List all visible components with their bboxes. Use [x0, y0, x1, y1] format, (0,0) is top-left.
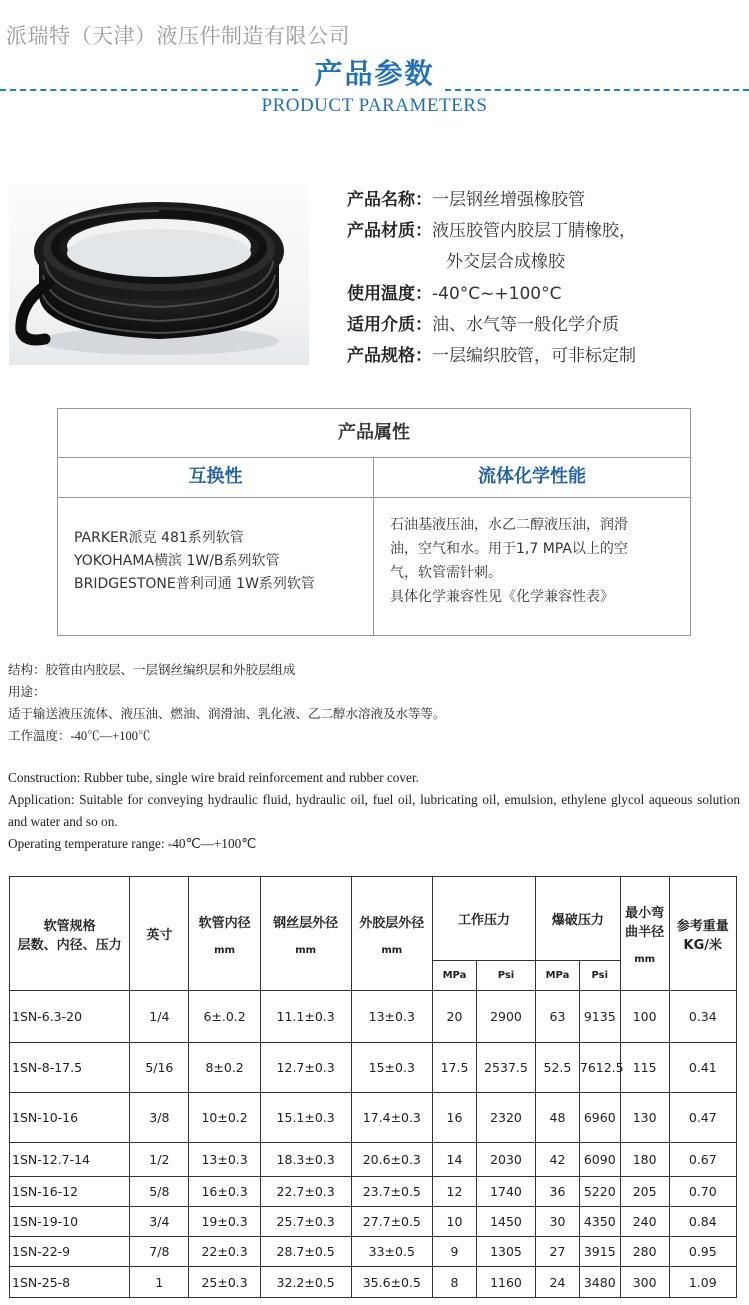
- cell-outer-od: 13±0.3: [351, 991, 433, 1043]
- spec-material-value-2: 外交层合成橡胶: [446, 252, 565, 272]
- cell-outer-od: 33±0.5: [351, 1237, 433, 1267]
- cell-bend-radius: 300: [620, 1267, 669, 1298]
- desc-construction-cn: 结构：胶管由内胶层、一层钢丝编织层和外胶层组成: [8, 663, 296, 677]
- cell-wp-psi: 2900: [476, 991, 535, 1043]
- cell-inch: 1/4: [130, 991, 189, 1043]
- cell-wp-mpa: 20: [433, 991, 477, 1043]
- hose-coil-image: [9, 183, 309, 365]
- cell-spec: 1SN-12.7-14: [10, 1143, 130, 1177]
- cell-wire-od: 11.1±0.3: [260, 991, 351, 1043]
- section-title-en: PRODUCT PARAMETERS: [261, 95, 488, 116]
- cell-bp-mpa: 52.5: [536, 1043, 580, 1093]
- cell-bp-mpa: 24: [536, 1267, 580, 1298]
- cell-bp-mpa: 48: [536, 1093, 580, 1143]
- cell-bp-mpa: 30: [536, 1207, 580, 1237]
- cell-bp-psi: 7612.5: [579, 1043, 620, 1093]
- cell-wp-mpa: 14: [433, 1143, 477, 1177]
- cell-wp-psi: 1450: [476, 1207, 535, 1237]
- cell-bp-psi: 3480: [579, 1267, 620, 1298]
- cell-wp-psi: 1740: [476, 1177, 535, 1207]
- spec-material-value: 液压胶管内胶层丁腈橡胶，: [432, 221, 636, 241]
- attributes-box: [57, 408, 691, 636]
- cell-bp-mpa: 42: [536, 1143, 580, 1177]
- cell-inch: 7/8: [130, 1237, 189, 1267]
- header-outer-od: 外胶层外径 mm: [351, 877, 433, 991]
- cell-wire-od: 32.2±0.5: [260, 1267, 351, 1298]
- unit-psi: Psi: [476, 961, 535, 991]
- cell-wire-od: 12.7±0.3: [260, 1043, 351, 1093]
- cell-inch: 5/8: [130, 1177, 189, 1207]
- cell-inch: 5/16: [130, 1043, 189, 1093]
- cell-wp-mpa: 8: [433, 1267, 477, 1298]
- spec-medium: [347, 310, 619, 335]
- cell-inner-diameter: 13±0.3: [189, 1143, 260, 1177]
- spec-size: [347, 341, 636, 366]
- cell-inner-diameter: 19±0.3: [189, 1207, 260, 1237]
- cell-bend-radius: 130: [620, 1093, 669, 1143]
- cell-bend-radius: 115: [620, 1043, 669, 1093]
- cell-weight: 0.41: [669, 1043, 736, 1093]
- cell-inner-diameter: 25±0.3: [189, 1267, 260, 1298]
- cell-inner-diameter: 16±0.3: [189, 1177, 260, 1207]
- spec-material-label: 产品材质：: [347, 221, 432, 241]
- attributes-divider: [373, 457, 374, 635]
- cell-outer-od: 20.6±0.3: [351, 1143, 433, 1177]
- desc-application-label-cn: 用途：: [8, 685, 46, 699]
- cell-outer-od: 15±0.3: [351, 1043, 433, 1093]
- cell-wp-mpa: 17.5: [433, 1043, 477, 1093]
- cell-weight: 0.84: [669, 1207, 736, 1237]
- cell-wp-mpa: 10: [433, 1207, 477, 1237]
- fluid-line: 具体化学兼容性见《化学兼容性表》: [390, 589, 614, 605]
- cell-bp-psi: 6090: [579, 1143, 620, 1177]
- cell-bp-psi: 4350: [579, 1207, 620, 1237]
- cell-spec: 1SN-16-12: [10, 1177, 130, 1207]
- cell-outer-od: 35.6±0.5: [351, 1267, 433, 1298]
- cell-wire-od: 28.7±0.5: [260, 1237, 351, 1267]
- cell-wire-od: 25.7±0.3: [260, 1207, 351, 1237]
- cell-weight: 0.47: [669, 1093, 736, 1143]
- interchange-item: PARKER派克 481系列软管: [74, 530, 244, 546]
- desc-temperature-en: Operating temperature range: -40℃—+100℃: [8, 836, 257, 851]
- cell-bp-mpa: 27: [536, 1237, 580, 1267]
- interchange-item: YOKOHAMA横滨 1W/B系列软管: [74, 553, 280, 569]
- cell-spec: 1SN-25-8: [10, 1267, 130, 1298]
- cell-bend-radius: 180: [620, 1143, 669, 1177]
- header-inner-diameter: 软管内径 mm: [189, 877, 260, 991]
- company-name: 派瑞特（天津）液压件制造有限公司: [6, 24, 350, 48]
- cell-spec: 1SN-10-16: [10, 1093, 130, 1143]
- cell-outer-od: 17.4±0.3: [351, 1093, 433, 1143]
- table-row: [10, 1207, 737, 1237]
- desc-application-cn: 适于输送液压流体、液压油、燃油、润滑油、乳化液、乙二醇水溶液及水等等。: [8, 707, 446, 721]
- header-weight: 参考重量 KG/米: [669, 877, 736, 991]
- cell-bp-psi: 5220: [579, 1177, 620, 1207]
- fluid-line: 油，空气和水。用于1,7 MPA以上的空: [390, 541, 628, 557]
- cell-inner-diameter: 8±0.2: [189, 1043, 260, 1093]
- table-row: [10, 991, 737, 1043]
- spec-temperature-value: -40°C~+100°C: [432, 284, 562, 304]
- cell-inner-diameter: 10±0.2: [189, 1093, 260, 1143]
- cell-weight: 0.95: [669, 1237, 736, 1267]
- cell-inner-diameter: 22±0.3: [189, 1237, 260, 1267]
- desc-construction-en: Construction: Rubber tube, single wire braid reinforcement and rubber cover.: [8, 770, 419, 785]
- section-title-cn: 产品参数: [314, 57, 435, 90]
- cell-outer-od: 23.7±0.5: [351, 1177, 433, 1207]
- desc-temperature-cn: 工作温度：-40℃—+100℃: [8, 729, 151, 743]
- interchange-item: BRIDGESTONE普利司通 1W系列软管: [74, 576, 315, 592]
- cell-weight: 0.67: [669, 1143, 736, 1177]
- cell-weight: 0.34: [669, 991, 736, 1043]
- header-working-pressure: 工作压力: [433, 877, 536, 961]
- cell-inch: 1: [130, 1267, 189, 1298]
- spec-temperature-label: 使用温度：: [347, 284, 432, 304]
- cell-wp-psi: 1160: [476, 1267, 535, 1298]
- cell-bp-psi: 9135: [579, 991, 620, 1043]
- desc-application-en: Application: Suitable for conveying hydraulic fluid, hydraulic oil, fuel oil, lubricating oil, emulsion, ethylene glycol aqueous solution and water and so on.: [8, 792, 740, 829]
- attributes-col-fluid: 流体化学性能: [374, 457, 690, 498]
- fluid-line: 石油基液压油，水乙二醇液压油，润滑: [390, 517, 628, 533]
- spec-name-label: 产品名称：: [347, 190, 432, 210]
- cell-outer-od: 27.7±0.5: [351, 1207, 433, 1237]
- cell-inner-diameter: 6±.0.2: [189, 991, 260, 1043]
- cell-spec: 1SN-8-17.5: [10, 1043, 130, 1093]
- cell-spec: 1SN-22-9: [10, 1237, 130, 1267]
- spec-size-label: 产品规格：: [347, 346, 432, 366]
- table-row: [10, 1237, 737, 1267]
- cell-wire-od: 15.1±0.3: [260, 1093, 351, 1143]
- cell-wp-mpa: 12: [433, 1177, 477, 1207]
- header-spec: 软管规格 层数、内径、压力: [10, 877, 130, 991]
- cell-wire-od: 18.3±0.3: [260, 1143, 351, 1177]
- cell-wp-mpa: 9: [433, 1237, 477, 1267]
- spec-temperature: [347, 279, 561, 304]
- cell-inch: 1/2: [130, 1143, 189, 1177]
- cell-bp-psi: 3915: [579, 1237, 620, 1267]
- cell-bend-radius: 280: [620, 1237, 669, 1267]
- unit-mpa: MPa: [536, 961, 580, 991]
- spec-name: [347, 185, 585, 210]
- header-inch: 英寸: [130, 877, 189, 991]
- cell-wp-mpa: 16: [433, 1093, 477, 1143]
- attributes-title: 产品属性: [58, 409, 690, 458]
- cell-weight: 1.09: [669, 1267, 736, 1298]
- spec-medium-label: 适用介质：: [347, 315, 432, 335]
- spec-material: [347, 216, 636, 241]
- table-row: [10, 1177, 737, 1207]
- table-row: [10, 1143, 737, 1177]
- table-row: [10, 1043, 737, 1093]
- header-bend-radius: 最小弯 曲半径 mm: [620, 877, 669, 991]
- unit-psi: Psi: [579, 961, 620, 991]
- cell-bend-radius: 240: [620, 1207, 669, 1237]
- fluid-line: 气，软管需针刺。: [390, 565, 502, 581]
- spec-size-value: 一层编织胶管，可非标定制: [432, 346, 636, 366]
- header-burst-pressure: 爆破压力: [536, 877, 621, 961]
- interchange-list: [74, 527, 364, 596]
- header-wire-od: 钢丝层外径 mm: [260, 877, 351, 991]
- cell-bp-psi: 6960: [579, 1093, 620, 1143]
- cell-wp-psi: 2030: [476, 1143, 535, 1177]
- table-row: [10, 1093, 737, 1143]
- cell-bp-mpa: 36: [536, 1177, 580, 1207]
- spec-name-value: 一层钢丝增强橡胶管: [432, 190, 585, 210]
- cell-wp-psi: 2537.5: [476, 1043, 535, 1093]
- fluid-compat-text: [390, 513, 680, 609]
- cell-weight: 0.70: [669, 1177, 736, 1207]
- parameters-table: [9, 876, 737, 1298]
- cell-bp-mpa: 63: [536, 991, 580, 1043]
- spec-medium-value: 油、水气等一般化学介质: [432, 315, 619, 335]
- unit-mpa: MPa: [433, 961, 477, 991]
- cell-spec: 1SN-6.3-20: [10, 991, 130, 1043]
- table-row: [10, 1267, 737, 1298]
- cell-inch: 3/8: [130, 1093, 189, 1143]
- cell-spec: 1SN-19-10: [10, 1207, 130, 1237]
- cell-inch: 3/4: [130, 1207, 189, 1237]
- cell-bend-radius: 205: [620, 1177, 669, 1207]
- cell-wire-od: 22.7±0.3: [260, 1177, 351, 1207]
- cell-wp-psi: 1305: [476, 1237, 535, 1267]
- table-header-row: [10, 877, 737, 961]
- cell-wp-psi: 2320: [476, 1093, 535, 1143]
- attributes-col-interchange: 互换性: [58, 457, 373, 498]
- product-photo: [9, 183, 309, 365]
- cell-bend-radius: 100: [620, 991, 669, 1043]
